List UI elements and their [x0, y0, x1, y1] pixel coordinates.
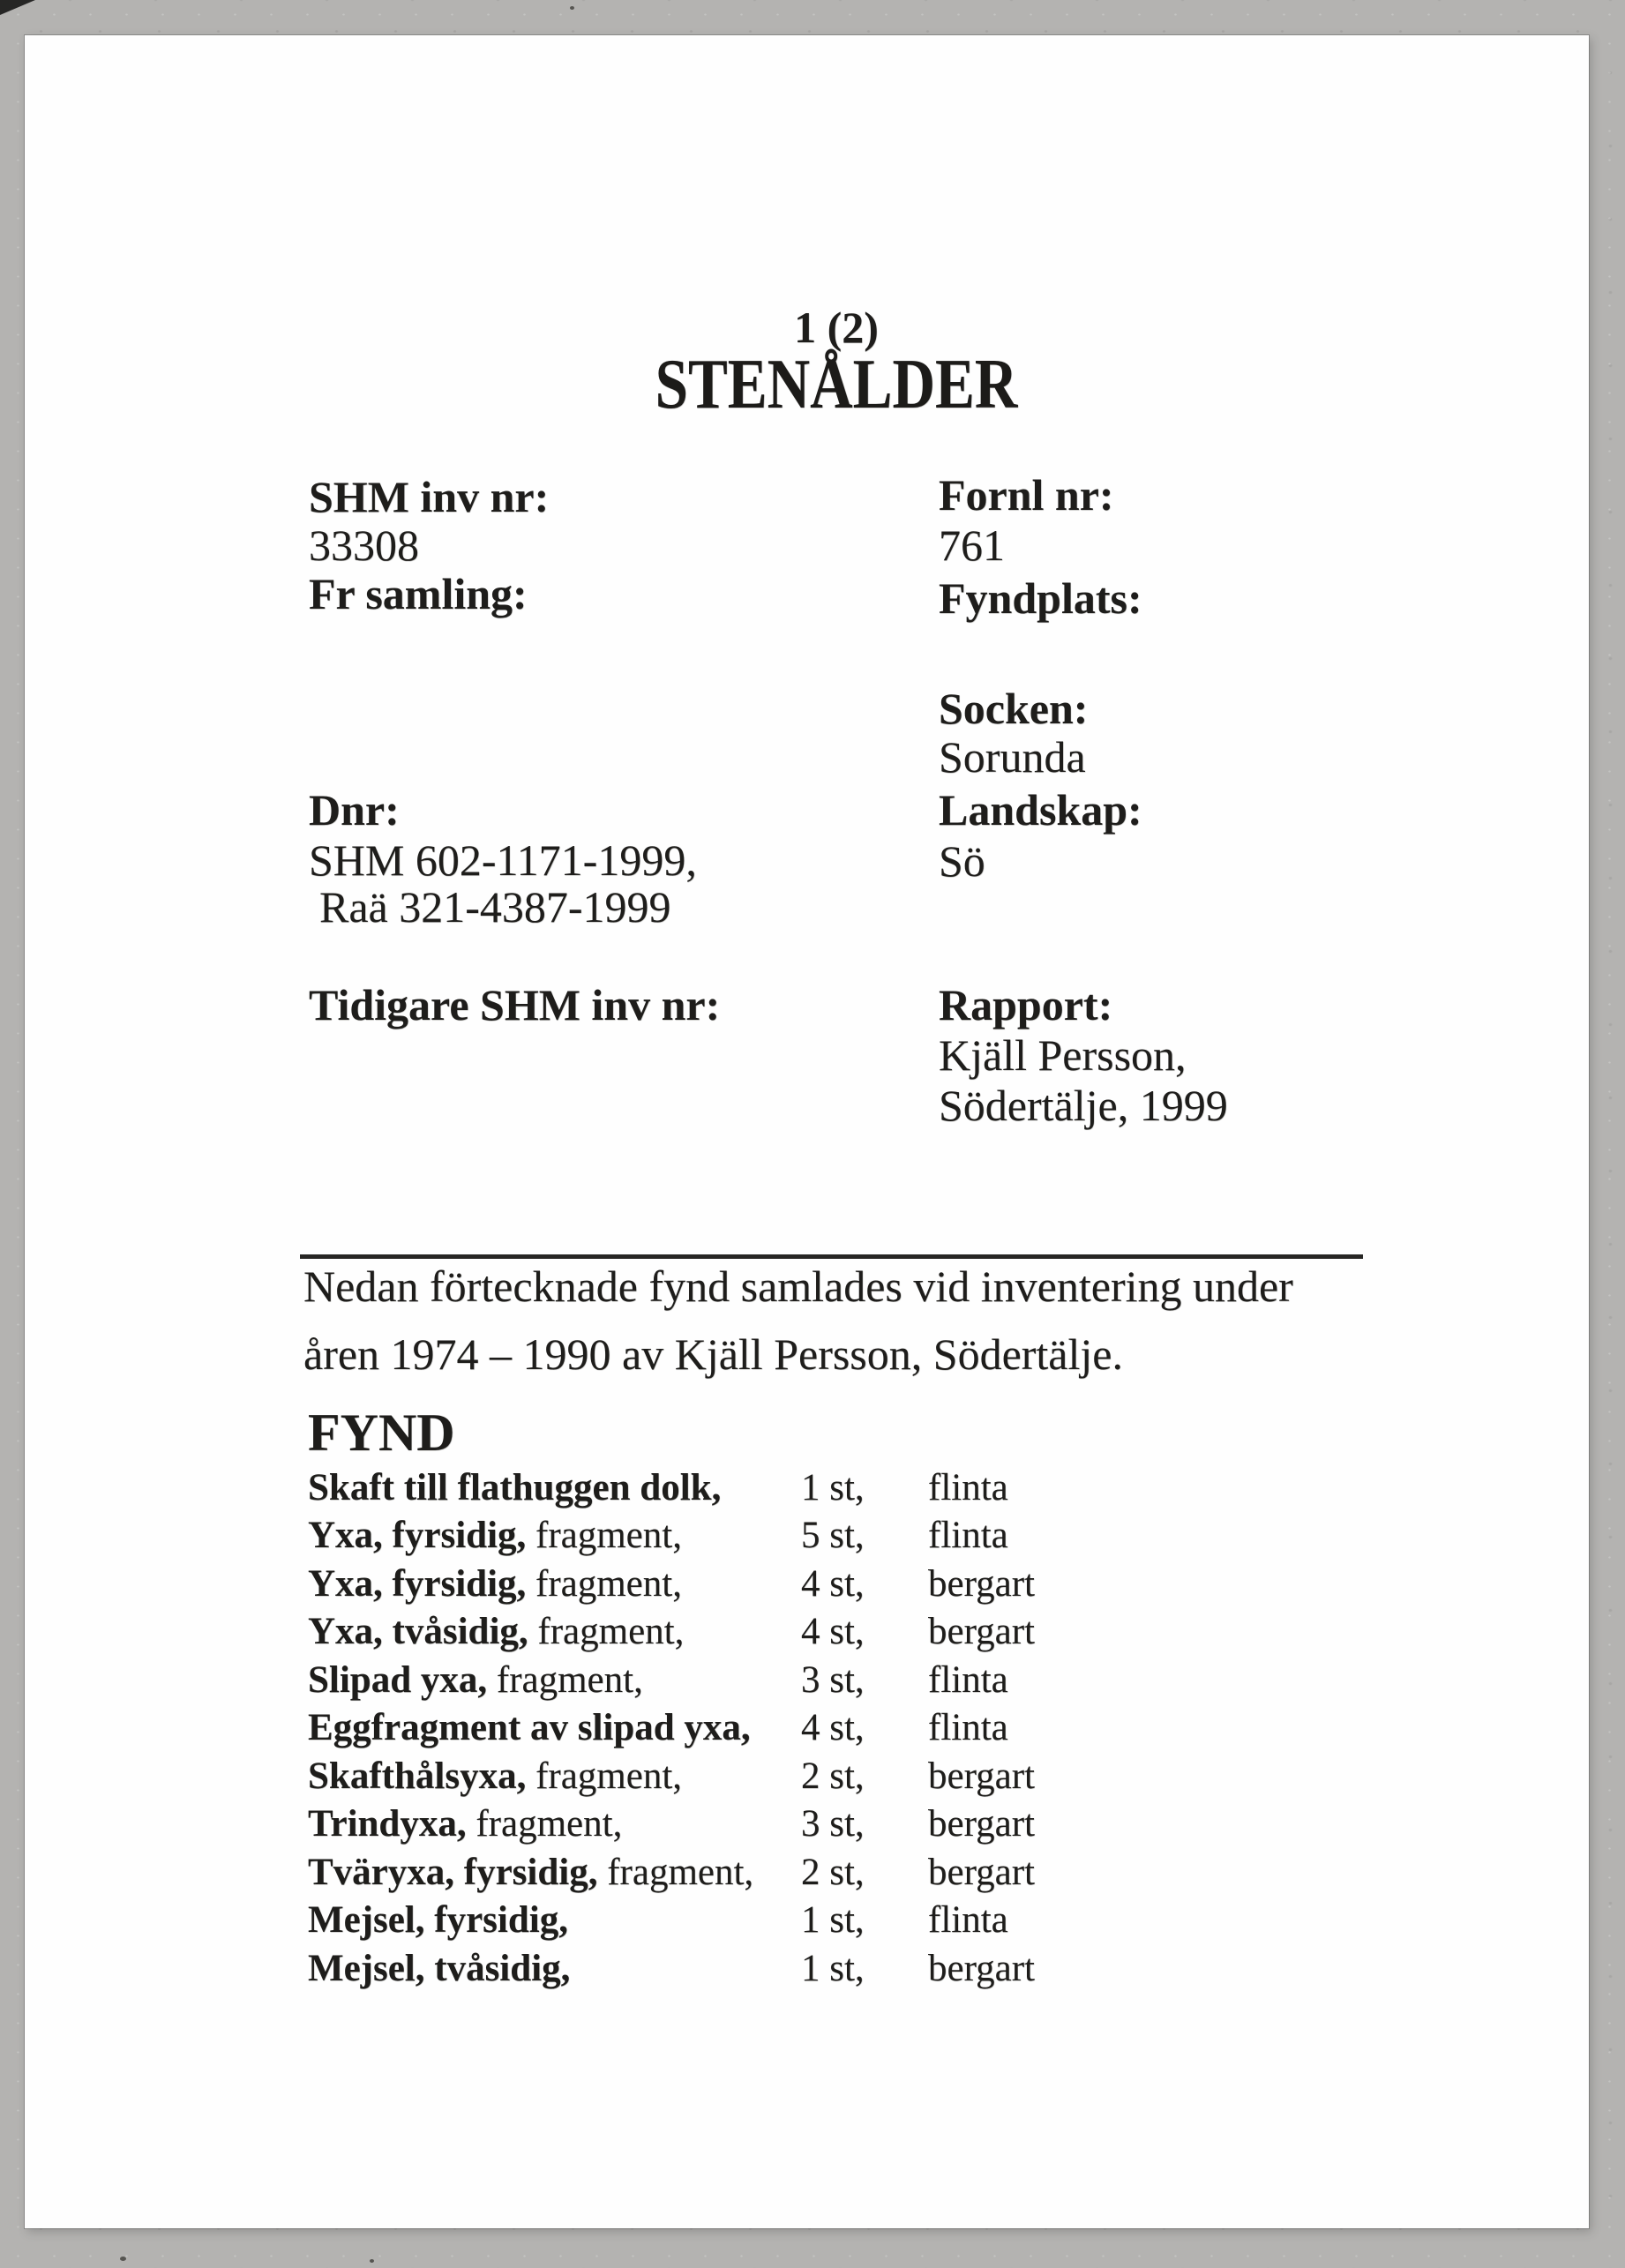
fynd-item-name-rest: fragment,	[496, 1659, 643, 1701]
fynd-item-name	[308, 1466, 721, 1509]
scan-speck	[570, 6, 574, 10]
field-label-socken: Socken:	[939, 684, 1089, 733]
fynd-item-name-bold: Trindyxa,	[308, 1803, 467, 1845]
field-label-shm-inv-nr: SHM inv nr:	[309, 472, 550, 521]
field-label-dnr: Dnr:	[309, 785, 400, 835]
fynd-item-material: bergart	[928, 1755, 1035, 1797]
fynd-item-name-bold: Eggfragment av slipad yxa,	[308, 1707, 751, 1748]
fynd-item-name-rest: fragment,	[537, 1611, 685, 1652]
page-number: 1 (2)	[794, 303, 879, 352]
fynd-item-quantity: 5 st,	[801, 1515, 865, 1556]
fynd-item-quantity: 1 st,	[801, 1899, 865, 1941]
fynd-item-name-rest: fragment,	[607, 1852, 754, 1893]
field-label-tidigare-shm: Tidigare SHM inv nr:	[309, 980, 721, 1029]
field-value-shm-inv-nr: 33308	[309, 520, 419, 570]
fynd-item-material: bergart	[928, 1563, 1035, 1605]
fynd-item-material: flinta	[928, 1707, 1008, 1748]
fynd-item-quantity: 1 st,	[801, 1467, 865, 1508]
scan-speck	[120, 2257, 126, 2261]
fynd-item-name-bold: Yxa, tvåsidig,	[308, 1611, 528, 1652]
fynd-item-material: flinta	[928, 1899, 1008, 1941]
field-value-landskap: Sö	[939, 836, 985, 886]
fynd-item-quantity: 4 st,	[801, 1707, 865, 1748]
fynd-item-name-bold: Mejsel, tvåsidig,	[308, 1948, 571, 1989]
fynd-item-name	[308, 1851, 753, 1894]
fynd-item-name-rest: fragment,	[476, 1803, 623, 1845]
fynd-item-material: flinta	[928, 1515, 1008, 1556]
fynd-item-quantity: 3 st,	[801, 1659, 865, 1701]
intro-paragraph-line1: Nedan förtecknade fynd samlades vid inventering under	[303, 1261, 1293, 1311]
fynd-item-name-bold: Yxa, fyrsidig,	[308, 1563, 527, 1605]
fynd-item-material: bergart	[928, 1948, 1035, 1989]
field-label-rapport: Rapport:	[939, 980, 1113, 1029]
field-label-fr-samling: Fr samling:	[309, 569, 528, 618]
fynd-item-quantity: 1 st,	[801, 1948, 865, 1989]
fynd-item-name	[308, 1706, 751, 1749]
fynd-item-name	[308, 1947, 570, 1990]
fynd-item-material: bergart	[928, 1852, 1035, 1893]
fynd-item-name-bold: Yxa, fyrsidig,	[308, 1515, 527, 1556]
fynd-item-name	[308, 1658, 643, 1702]
fynd-item-name-rest: fragment,	[535, 1515, 682, 1556]
field-label-landskap: Landskap:	[939, 785, 1142, 835]
fynd-item-name-bold: Tväryxa, fyrsidig,	[308, 1852, 598, 1893]
fynd-item-name-bold: Mejsel, fyrsidig,	[308, 1899, 568, 1941]
field-value-dnr-line2: Raä 321-4387-1999	[319, 882, 671, 932]
fynd-item-name-bold: Skaft till flathuggen dolk,	[308, 1467, 722, 1508]
fynd-item-quantity: 2 st,	[801, 1755, 865, 1797]
fynd-item-name	[308, 1802, 622, 1845]
field-value-rapport-line2: Södertälje, 1999	[939, 1081, 1228, 1130]
field-value-dnr-line1: SHM 602-1171-1999,	[309, 835, 697, 885]
field-label-fornl-nr: Fornl nr:	[939, 470, 1114, 520]
fynd-item-quantity: 3 st,	[801, 1803, 865, 1845]
field-value-fornl-nr: 761	[939, 520, 1005, 570]
fynd-item-name	[308, 1755, 682, 1798]
fynd-item-name-bold: Skafthålsyxa,	[308, 1755, 527, 1797]
fynd-item-material: flinta	[928, 1467, 1008, 1508]
fynd-item-name	[308, 1898, 568, 1942]
scan-corner-artifact	[0, 0, 35, 15]
fynd-item-quantity: 4 st,	[801, 1563, 865, 1605]
fynd-item-quantity: 2 st,	[801, 1852, 865, 1893]
field-value-socken: Sorunda	[939, 732, 1086, 782]
fynd-item-name-bold: Slipad yxa,	[308, 1659, 488, 1701]
fynd-item-name-rest: fragment,	[535, 1755, 683, 1797]
field-label-fyndplats: Fyndplats:	[939, 573, 1142, 623]
fynd-item-name-rest: fragment,	[535, 1563, 682, 1605]
document-page	[25, 35, 1589, 2228]
fynd-item-name	[308, 1610, 684, 1653]
fynd-item-material: bergart	[928, 1803, 1035, 1845]
fynd-item-quantity: 4 st,	[801, 1611, 865, 1652]
fynd-item-material: flinta	[928, 1659, 1008, 1701]
fynd-item-name	[308, 1514, 682, 1557]
field-value-rapport-line1: Kjäll Persson,	[939, 1030, 1187, 1080]
divider-line	[300, 1254, 1363, 1259]
scan-speck	[370, 2259, 374, 2263]
fynd-item-material: bergart	[928, 1611, 1035, 1652]
fynd-item-name	[308, 1562, 682, 1606]
intro-paragraph-line2: åren 1974 – 1990 av Kjäll Persson, Södertälje.	[303, 1329, 1123, 1379]
fynd-section-heading: FYND	[308, 1403, 455, 1462]
document-title: STENÅLDER	[655, 346, 1018, 423]
